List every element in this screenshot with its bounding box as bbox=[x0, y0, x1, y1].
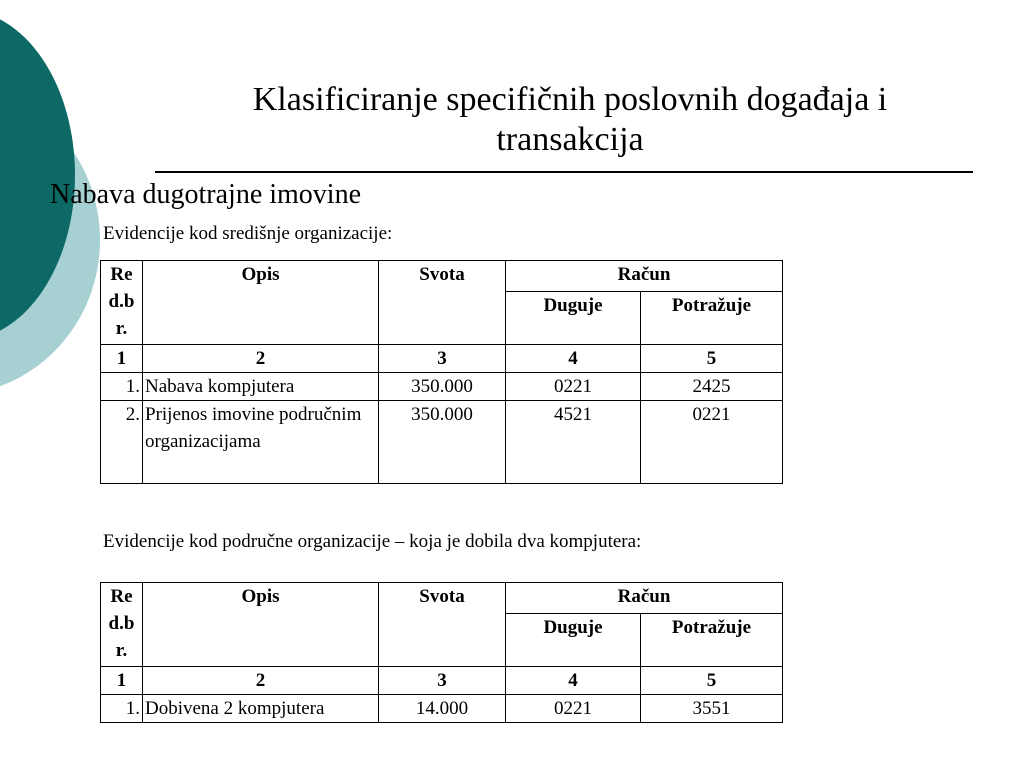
header-racun: Račun bbox=[506, 583, 783, 614]
journal-table-central bbox=[100, 260, 783, 484]
column-number-row bbox=[101, 345, 783, 373]
header-opis: Opis bbox=[143, 583, 379, 667]
row-number: 1. bbox=[101, 373, 143, 401]
row-duguje: 0221 bbox=[506, 695, 641, 723]
title-underline bbox=[155, 171, 973, 173]
row-opis: Dobivena 2 kompjutera bbox=[143, 695, 379, 723]
column-number: 1 bbox=[101, 667, 143, 695]
row-potrazuje: 0221 bbox=[641, 401, 783, 484]
column-number: 1 bbox=[101, 345, 143, 373]
row-svota: 14.000 bbox=[379, 695, 506, 723]
journal-table-regional bbox=[100, 582, 783, 723]
column-number: 5 bbox=[641, 667, 783, 695]
section2-label: Evidencije kod područne organizacije – koja je dobila dva kompjutera: bbox=[103, 531, 642, 552]
header-redbr: Re d.b r. bbox=[101, 261, 143, 345]
header-duguje: Duguje bbox=[506, 614, 641, 667]
header-opis: Opis bbox=[143, 261, 379, 345]
column-number: 2 bbox=[143, 345, 379, 373]
row-number: 1. bbox=[101, 695, 143, 723]
column-number: 2 bbox=[143, 667, 379, 695]
row-svota: 350.000 bbox=[379, 401, 506, 484]
section-heading: Nabava dugotrajne imovine bbox=[50, 179, 362, 210]
column-number: 4 bbox=[506, 667, 641, 695]
row-potrazuje: 3551 bbox=[641, 695, 783, 723]
header-svota: Svota bbox=[379, 261, 506, 345]
header-svota: Svota bbox=[379, 583, 506, 667]
table-row bbox=[101, 401, 783, 484]
header-racun: Račun bbox=[506, 261, 783, 292]
row-potrazuje: 2425 bbox=[641, 373, 783, 401]
header-duguje: Duguje bbox=[506, 292, 641, 345]
column-number-row bbox=[101, 667, 783, 695]
column-number: 4 bbox=[506, 345, 641, 373]
column-number: 3 bbox=[379, 667, 506, 695]
header-potrazuje: Potražuje bbox=[641, 292, 783, 345]
slide-title: Klasificiranje specifičnih poslovnih događaja i transakcija bbox=[252, 81, 888, 158]
row-duguje: 4521 bbox=[506, 401, 641, 484]
header-redbr: Re d.b r. bbox=[101, 583, 143, 667]
table-row bbox=[101, 373, 783, 401]
column-number: 5 bbox=[641, 345, 783, 373]
header-potrazuje: Potražuje bbox=[641, 614, 783, 667]
row-opis: Nabava kompjutera bbox=[143, 373, 379, 401]
section1-label: Evidencije kod središnje organizacije: bbox=[103, 223, 393, 244]
column-number: 3 bbox=[379, 345, 506, 373]
row-svota: 350.000 bbox=[379, 373, 506, 401]
row-duguje: 0221 bbox=[506, 373, 641, 401]
row-opis: Prijenos imovine područnim organizacijama bbox=[143, 401, 379, 484]
table-row bbox=[101, 695, 783, 723]
row-number: 2. bbox=[101, 401, 143, 484]
